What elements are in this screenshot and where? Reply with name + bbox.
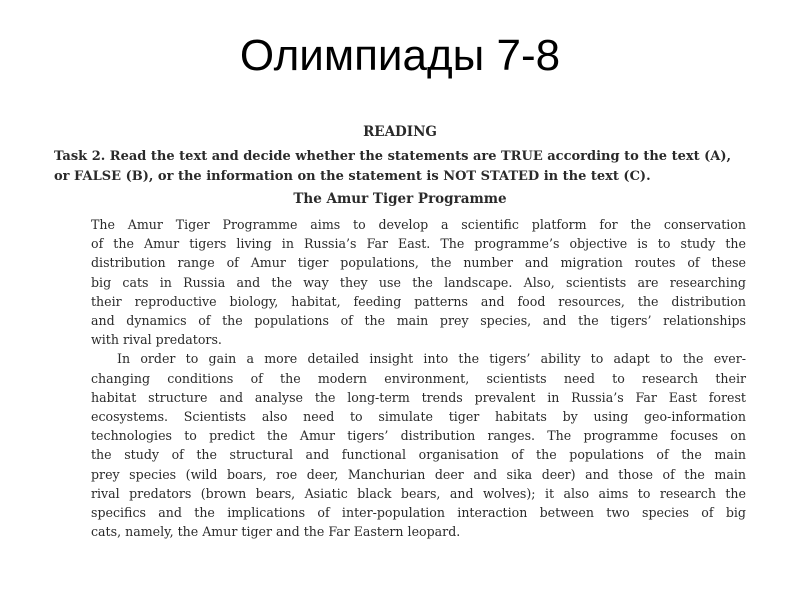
slide-title: Олимпиады 7-8 <box>239 31 561 80</box>
text-line: habitat structure and analyse the long-term trends prevalent in Russia’s Far East forest <box>91 389 746 405</box>
text-line: big cats in Russia and the way they use the landscape. Also, scientists are researching <box>91 274 746 290</box>
text-line: changing conditions of the modern environment, scientists need to research their <box>91 370 746 386</box>
text-line: technologies to predict the Amur tigers’ distribution ranges. The programme focuses on <box>91 428 746 444</box>
article-paragraph-1 <box>54 215 746 349</box>
text-line: distribution range of Amur tiger populations, the number and migration routes of these <box>91 255 746 271</box>
text-line: ecosystems. Scientists also need to simulate tiger habitats by using geo-information <box>91 409 746 425</box>
text-line: the study of the structural and functional organisation of the populations of the main <box>91 447 746 463</box>
text-line: cats, namely, the Amur tiger and the Far Eastern leopard. <box>91 524 461 540</box>
text-line: specifics and the implications of inter-population interaction between two species of big <box>91 505 746 521</box>
section-heading: READING <box>363 124 437 140</box>
text-line: rival predators (brown bears, Asiatic black bears, and wolves); it also aims to research the <box>91 485 746 501</box>
task-line: or FALSE (B), or the information on the statement is NOT STATED in the text (C). <box>54 169 651 184</box>
text-line: and dynamics of the populations of the main prey species, and the tigers’ relationships <box>91 313 746 329</box>
article-paragraph-2 <box>54 349 746 541</box>
article-title: The Amur Tiger Programme <box>293 191 507 207</box>
text-line: In order to gain a more detailed insight into the tigers’ ability to adapt to the ever- <box>117 351 746 367</box>
text-line: prey species (wild boars, roe deer, Manchurian deer and sika deer) and those of the main <box>91 466 746 482</box>
text-line: with rival predators. <box>91 332 222 348</box>
task-line: Task 2. Read the text and decide whether the statements are TRUE according to the text (A), <box>54 149 732 164</box>
text-line: their reproductive biology, habitat, feeding patterns and food resources, the distribution <box>91 293 746 309</box>
text-line: of the Amur tigers living in Russia’s Far East. The programme’s objective is to study the <box>91 236 746 252</box>
text-line: The Amur Tiger Programme aims to develop a scientific platform for the conservation <box>91 217 746 232</box>
scanned-document <box>54 122 746 541</box>
task-instructions <box>54 147 746 187</box>
